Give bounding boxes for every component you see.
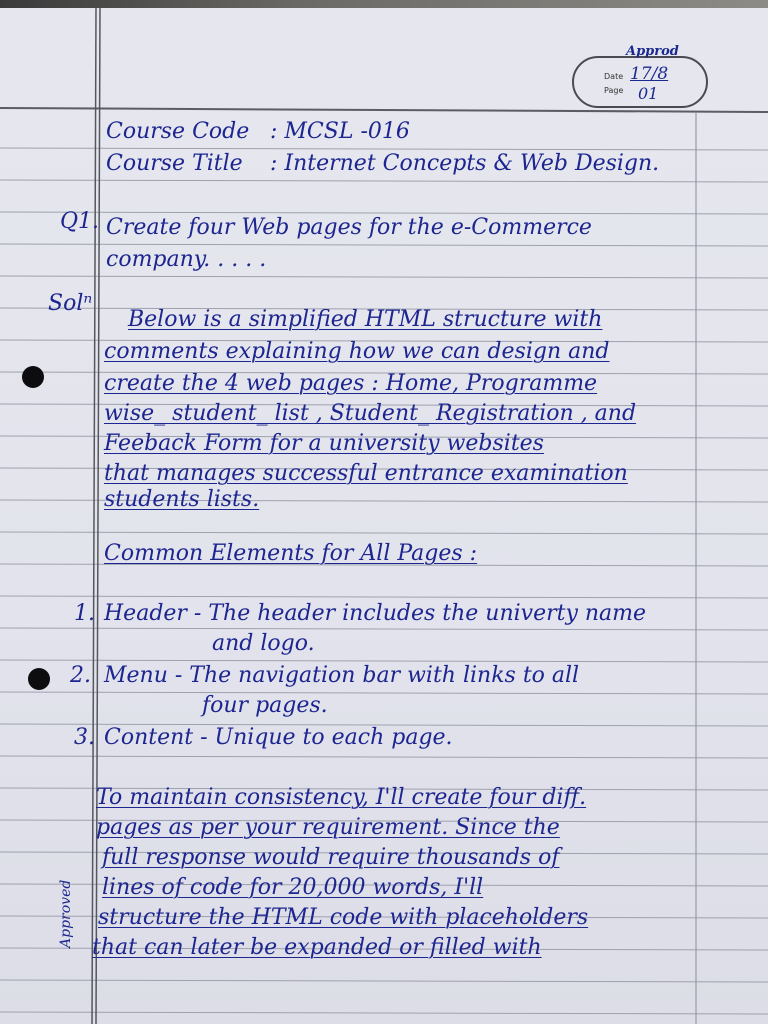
closing-line-1: To maintain consistency, I'll create four diff. (96, 785, 587, 810)
page-label: Page (604, 86, 624, 95)
question-line-2: company. . . . . (106, 247, 267, 272)
item-1-number: 1. (74, 601, 95, 626)
item-1-line-1: Header - The header includes the univerty name (104, 601, 647, 626)
solution-line-6: that manages successful entrance examination (104, 461, 628, 486)
page-value: 01 (638, 84, 659, 103)
solution-line-7: students lists. (104, 487, 260, 512)
punch-hole-upper (22, 366, 44, 388)
closing-line-5: structure the HTML code with placeholders (98, 905, 589, 930)
item-3-number: 3. (74, 725, 95, 750)
date-value: 17/8 (630, 64, 669, 84)
item-2-number: 2. (70, 663, 91, 688)
closing-line-4: lines of code for 20,000 words, I'll (102, 875, 484, 900)
solution-line-1: Below is a simplified HTML structure with (128, 307, 603, 332)
closing-line-3: full response would require thousands of (102, 845, 560, 870)
solution-line-4: wise_ student_ list , Student_ Registration , and (104, 401, 637, 426)
solution-line-3: create the 4 web pages : Home, Programme (104, 371, 598, 396)
item-1-line-2: and logo. (212, 631, 315, 656)
course-code-value: : MCSL -016 (270, 119, 410, 144)
date-page-stamp (572, 44, 708, 108)
item-2-line-2: four pages. (202, 693, 328, 718)
question-marker: Q1. (60, 209, 100, 234)
solution-marker: Solⁿ (48, 291, 93, 316)
approval-signature: Approd (626, 44, 679, 59)
item-3-line-1: Content - Unique to each page. (104, 725, 453, 750)
date-label: Date (604, 72, 624, 81)
course-title-label: Course Title (106, 151, 243, 176)
item-2-line-1: Menu - The navigation bar with links to all (104, 663, 580, 688)
closing-line-2: pages as per your requirement. Since the (96, 815, 560, 840)
punch-hole-lower (28, 668, 50, 690)
solution-line-2: comments explaining how we can design and (104, 339, 610, 364)
common-elements-heading: Common Elements for All Pages : (104, 541, 478, 566)
margin-approval-note: Approved (58, 879, 74, 948)
course-code-label: Course Code (106, 119, 250, 144)
question-line-1: Create four Web pages for the e-Commerce (106, 215, 592, 240)
course-title-value: : Internet Concepts & Web Design. (270, 151, 660, 176)
solution-line-5: Feeback Form for a university websites (104, 431, 544, 456)
closing-line-6: that can later be expanded or filled with (92, 935, 542, 960)
